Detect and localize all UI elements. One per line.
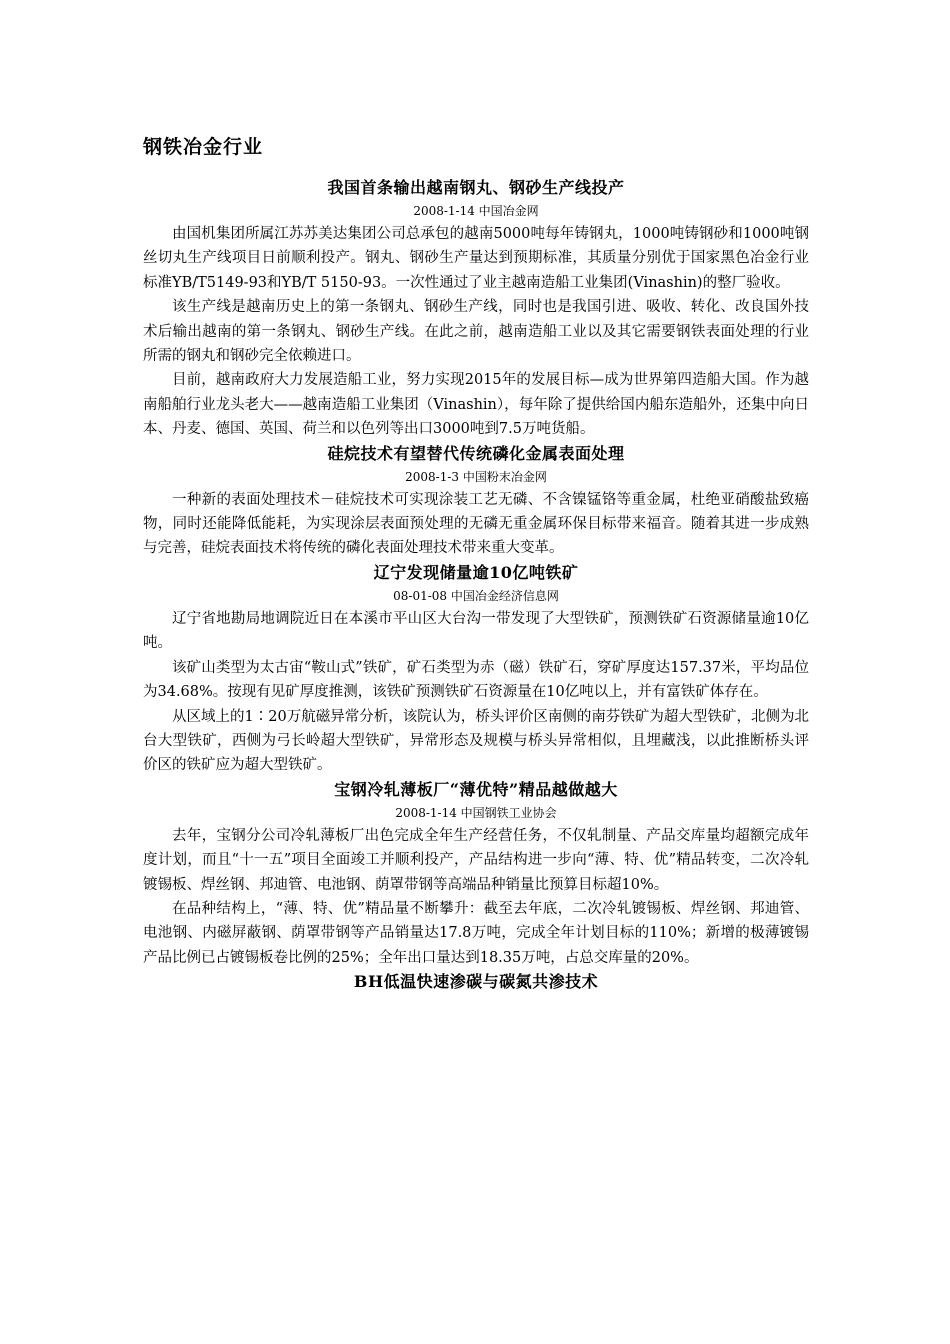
- article-paragraph: 目前，越南政府大力发展造船工业，努力实现2015年的发展目标—成为世界第四造船大国。作为越南船舶行业龙头老大——越南造船工业集团（Vinashin），每年除了提供给国内船东造船外，还集中向日本、丹麦、德国、英国、荷兰和以色列等出口3000吨到7.5万吨货船。: [143, 372, 809, 438]
- article-title: BH低温快速渗碳与碳氮共渗技术: [353, 972, 599, 992]
- article-2: [143, 442, 809, 561]
- article-paragraph: 一种新的表面处理技术－硅烷技术可实现涂装工艺无磷、不含镍锰铬等重金属，杜绝亚硝酸盐致癌物，同时还能降低能耗，为实现涂层表面预处理的无磷无重金属环保目标带来福音。随着其进一步成熟与完善，硅烷表面技术将传统的磷化表面处理技术带来重大变革。: [143, 491, 809, 557]
- article-paragraph: 由国机集团所属江苏苏美达集团公司总承包的越南5000吨每年铸钢丸，1000吨铸钢砂和1000吨钢丝切丸生产线项目日前顺利投产。钢丸、钢砂生产量达到预期标准，其质量分别优于国家黑色冶金行业标准YB/T5149-93和YB/T 5150-93。一次性通过了业主越南造船工业集团(Vinashin)的整厂验收。: [143, 226, 809, 291]
- article-paragraph: 从区域上的1∶20万航磁异常分析，该院认为，桥头评价区南侧的南芬铁矿为超大型铁矿，北侧为北台大型铁矿，西侧为弓长岭超大型铁矿，异常形态及规模与桥头异常相似，且埋藏浅，以此推断桥头评价区的铁矿应为超大型铁矿。: [143, 708, 809, 774]
- article-paragraph: 辽宁省地勘局地调院近日在本溪市平山区大台沟一带发现了大型铁矿，预测铁矿石资源储量逾10亿吨。: [143, 610, 809, 652]
- article-paragraph: 去年，宝钢分公司冷轧薄板厂出色完成全年生产经营任务，不仅轧制量、产品交库量均超额完成年度计划，而且“十一五”项目全面竣工并顺利投产，产品结构进一步向“薄、特、优”精品转变，二次冷轧镀锡板、焊丝钢、邦迪管、电池钢、荫罩带钢等高端品种销量比预算目标超10%。: [143, 827, 809, 893]
- document-page: [143, 132, 809, 994]
- article-paragraph: 该矿山类型为太古宙“鞍山式”铁矿，矿石类型为赤（磁）铁矿石，穿矿厚度达157.37米，平均品位为34.68%。按现有见矿厚度推测，该铁矿预测铁矿石资源量在10亿吨以上，并有富铁矿体存在。: [143, 659, 809, 701]
- article-meta: 2008-1-14 中国冶金网: [413, 204, 539, 218]
- article-paragraph: 该生产线是越南历史上的第一条钢丸、钢砂生产线，同时也是我国引进、吸收、转化、改良国外技术后输出越南的第一条钢丸、钢砂生产线。在此之前，越南造船工业以及其它需要钢铁表面处理的行业所需的钢丸和钢砂完全依赖进口。: [143, 299, 809, 365]
- article-4: [143, 778, 809, 970]
- article-meta: 2008-1-14 中国钢铁工业协会: [395, 805, 557, 820]
- article-meta: 08-01-08 中国冶金经济信息网: [393, 588, 559, 603]
- article-title: 辽宁发现储量逾10亿吨铁矿: [373, 562, 579, 582]
- article-meta: 2008-1-3 中国粉末冶金网: [405, 469, 547, 484]
- article-title: 我国首条输出越南钢丸、钢砂生产线投产: [327, 178, 625, 197]
- section-title: 钢铁冶金行业: [143, 136, 264, 158]
- article-paragraph: 在品种结构上，“薄、特、优”精品量不断攀升：截至去年底，二次冷轧镀锡板、焊丝钢、邦迪管、电池钢、内磁屏蔽钢、荫罩带钢等产品销量达17.8万吨，完成全年计划目标的110%；新增的极薄镀锡产品比例已占镀锡板卷比例的25%；全年出口量达到18.35万吨，占总交库量的20%。: [143, 900, 809, 966]
- article-3: [143, 561, 809, 778]
- article-1: [143, 176, 809, 442]
- article-title: 硅烷技术有望替代传统磷化金属表面处理: [327, 443, 625, 463]
- article-title: 宝钢冷轧薄板厂“薄优特”精品越做越大: [334, 779, 618, 799]
- article-5: [143, 970, 809, 994]
